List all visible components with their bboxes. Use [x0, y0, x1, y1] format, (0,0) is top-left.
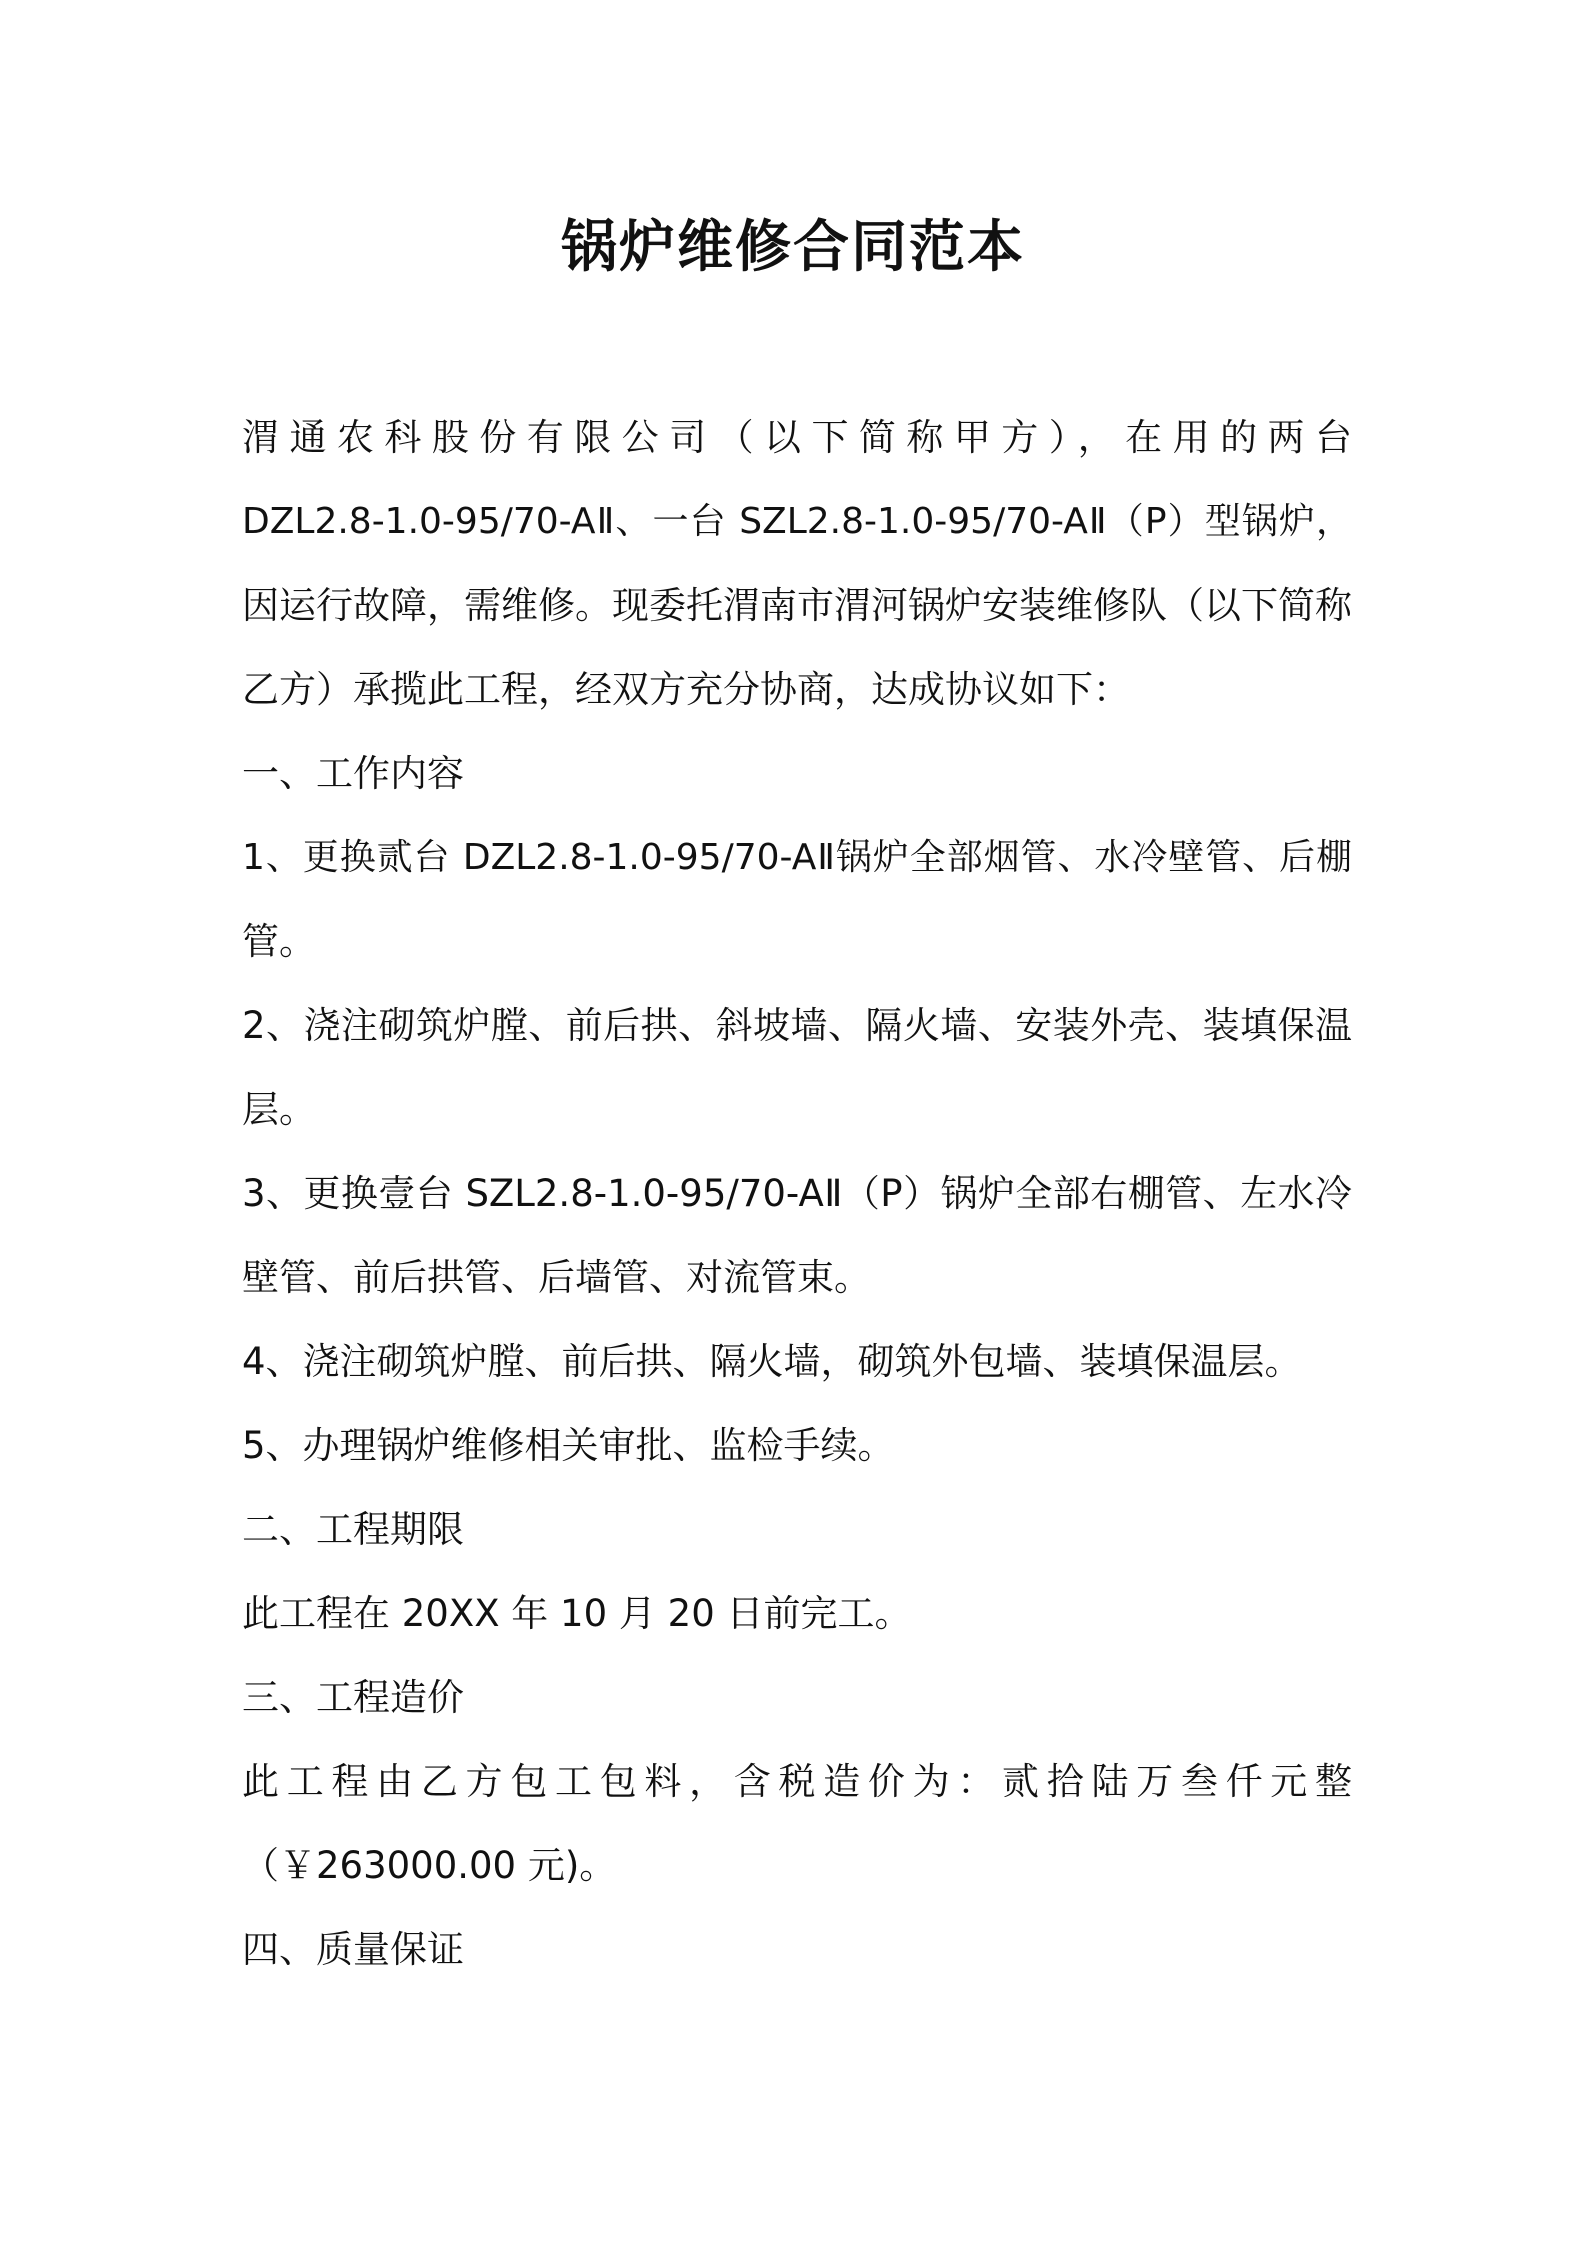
section-heading-project-cost: 三、工程造价 — [242, 1676, 464, 1719]
project-cost-line-2: （￥263000.00 元)。 — [242, 1844, 617, 1887]
work-item-4: 4、浇注砌筑炉膛、前后拱、隔火墙，砌筑外包墙、装填保温层。 — [242, 1340, 1302, 1383]
project-period-text: 此工程在 20XX 年 10 月 20 日前完工。 — [242, 1592, 912, 1635]
work-item-1-line-2: 管。 — [242, 920, 316, 963]
project-cost-line-1: 此工程由乙方包工包料，含税造价为：贰拾陆万叁仟元整 — [242, 1760, 1352, 1803]
work-item-3-line-2: 壁管、前后拱管、后墙管、对流管束。 — [242, 1256, 871, 1299]
work-item-2-line-2: 层。 — [242, 1088, 316, 1131]
section-heading-quality-guarantee: 四、质量保证 — [242, 1928, 464, 1971]
work-item-1-line-1: 1、更换贰台 DZL2.8-1.0-95/70-AⅡ锅炉全部烟管、水冷壁管、后棚 — [242, 837, 1352, 878]
work-item-2-line-1: 2、浇注砌筑炉膛、前后拱、斜坡墙、隔火墙、安装外壳、装填保温 — [242, 1004, 1352, 1047]
intro-line-1: 渭通农科股份有限公司（以下简称甲方），在用的两台 — [242, 416, 1352, 459]
intro-line-3: 因运行故障，需维修。现委托渭南市渭河锅炉安装维修队（以下简称 — [242, 584, 1352, 627]
section-heading-work-content: 一、工作内容 — [242, 752, 464, 795]
work-item-5: 5、办理锅炉维修相关审批、监检手续。 — [242, 1424, 895, 1467]
section-heading-project-period: 二、工程期限 — [242, 1508, 464, 1551]
intro-line-4: 乙方）承揽此工程，经双方充分协商，达成协议如下： — [242, 668, 1130, 711]
intro-line-2: DZL2.8-1.0-95/70-AⅡ、一台 SZL2.8-1.0-95/70-AⅡ（P）型锅炉， — [242, 501, 1352, 542]
document-title: 锅炉维修合同范本 — [561, 215, 1025, 280]
work-item-3-line-1: 3、更换壹台 SZL2.8-1.0-95/70-AⅡ（P）锅炉全部右棚管、左水冷 — [242, 1172, 1352, 1215]
